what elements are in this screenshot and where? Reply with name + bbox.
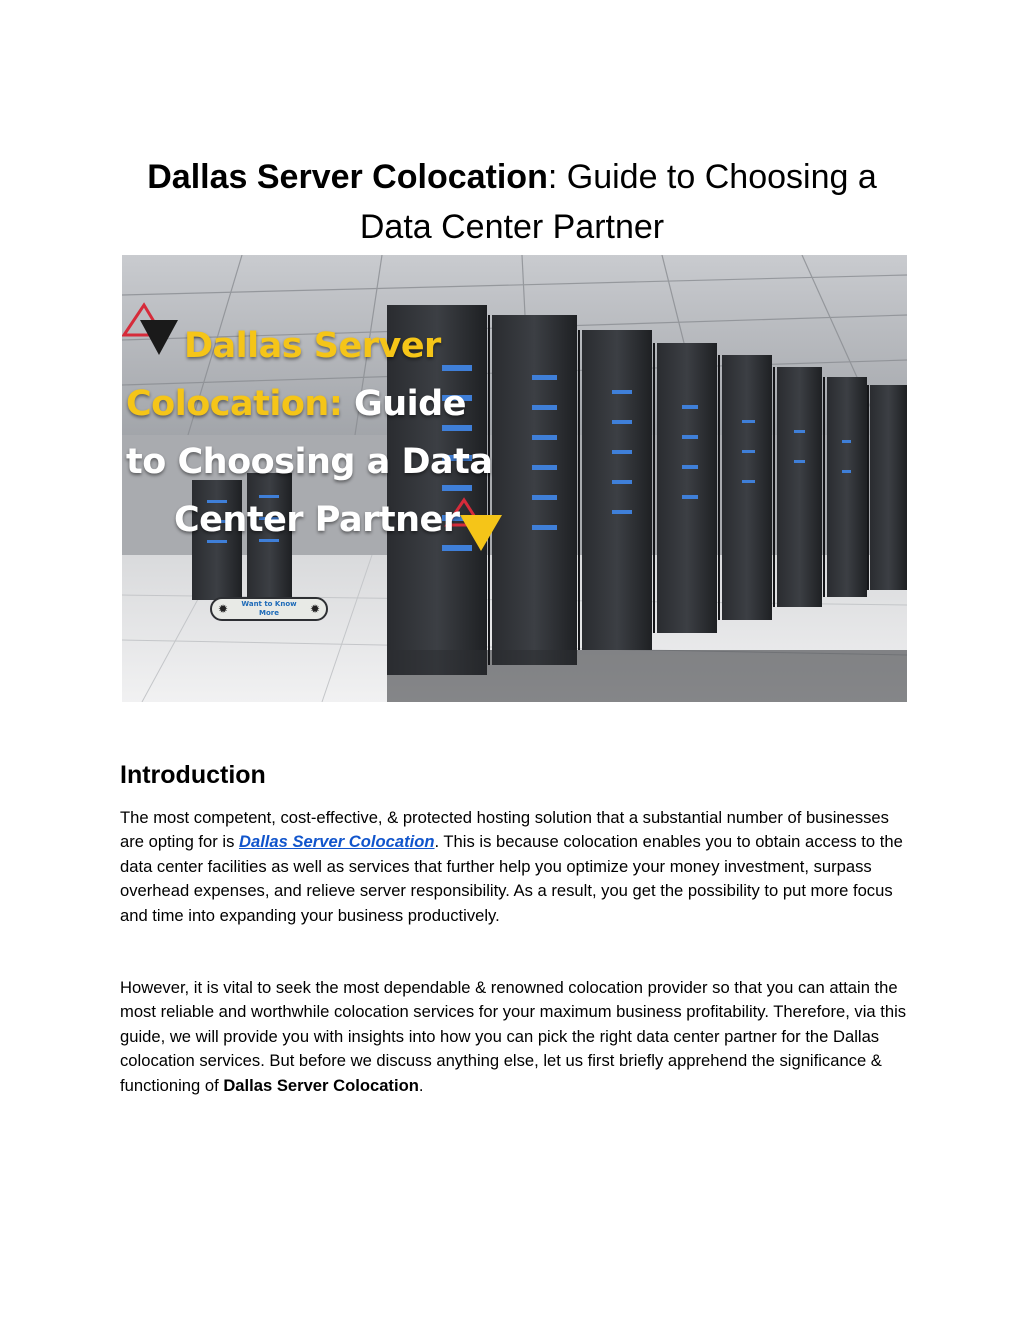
- intro-p1-text-b: . This is because colocation enables you to obtain access to the data center facilities as well as services that further help you optimize your money investment, surpass overhead expenses, and relieve server responsibility. As a result, you get the possibility to put more focus and time into expanding your business productively.: [120, 832, 903, 925]
- intro-p2-text-a: However, it is vital to seek the most dependable & renowned colocation provider so that you can attain the most reliable and worthwhile colocation services for your maximum business profitability. Therefore, via this guide, we will provide you with insights into how you can pick the right data center partner for the Dallas colocation services. But before we discuss anything else, let us first briefly apprehend the significance & functioning of: [120, 978, 907, 1095]
- title-rest-part: : Guide to Choosing a: [547, 158, 877, 196]
- hero-headline-line-3: to Choosing a Data: [126, 442, 493, 482]
- section-heading-introduction: Introduction: [120, 761, 266, 789]
- want-to-know-more-button[interactable]: [210, 597, 328, 621]
- intro-p2-end: .: [418, 1075, 424, 1095]
- intro-paragraph-2: [120, 976, 912, 1098]
- hero-headline-line-2-white: Guide: [342, 384, 466, 424]
- hero-headline-line-4: Center Partner: [174, 500, 460, 540]
- title-line-2: Data Center Partner: [359, 208, 665, 246]
- hero-headline-line-2-yellow: Colocation:: [126, 384, 343, 424]
- document-title: [100, 152, 924, 252]
- intro-paragraph-1: [120, 806, 912, 928]
- hero-image: [122, 255, 907, 702]
- title-bold-part: Dallas Server Colocation: [147, 158, 548, 196]
- cta-label: Want to Know More: [241, 600, 297, 617]
- dallas-server-colocation-link[interactable]: Dallas Server Colocation: [238, 832, 435, 852]
- intro-p2-bold: Dallas Server Colocation: [223, 1075, 419, 1095]
- intro-p1-text-a: The most competent, cost-effective, & protected hosting solution that a substantial number of businesses are opting for is: [120, 808, 889, 852]
- gear-icon: ✹: [218, 602, 229, 616]
- server-room-illustration: [122, 255, 907, 702]
- hero-headline-line-1: Dallas Server: [184, 326, 441, 366]
- gear-icon: ✹: [309, 602, 320, 616]
